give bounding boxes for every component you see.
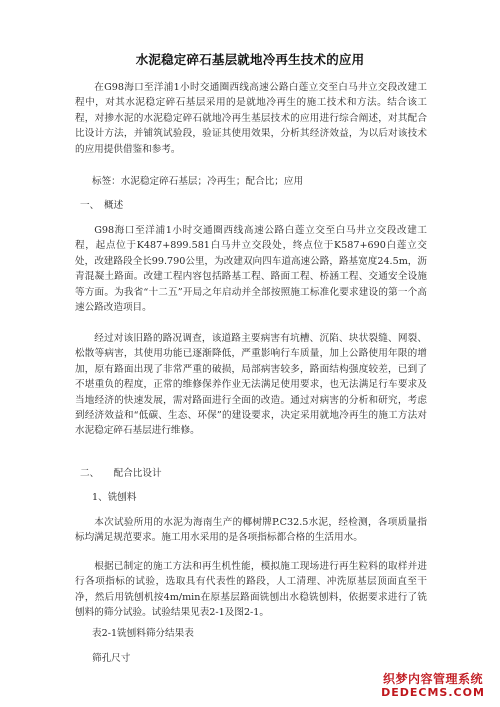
site-watermark — [374, 672, 492, 699]
keywords-line: 标签：水泥稳定碎石基层；冷再生；配合比；应用 — [92, 176, 304, 187]
overview-paragraph-2: 经过对该旧路的路况调查，该道路主要病害有坑槽、沉陷、块状裂缝、网裂、松散等病害，其使用功能已逐渐降低，严重影响行车质量，加上公路使用年限的增加，原有路面出现了非常严重的破损，局部病害较多，路面结构强度较差，已到了不堪重负的程度，正常的维修保养作业无法满足使用要求，也无法满足行车要求及当地经济的快速发展，需对路面进行全面的改造。通过对病害的分析和研究，考虑到经济效益和“低碳、生态、环保”的建设要求，决定采用就地冷再生的施工方法对水泥稳定碎石基层进行维修。 — [75, 333, 427, 437]
table-header-sieve-size: 筛孔尺寸 — [92, 653, 131, 664]
section-heading-overview: 一、 概述 — [80, 200, 124, 211]
milling-paragraph-2: 根据已制定的施工方法和再生机性能，模拟施工现场进行再生粒料的取样并进行各项指标的试验，选取具有代表性的路段，人工清理、冲洗原基层顶面直至干净，然后用铣刨机按4m/min在原基层路面铣刨出水稳铣刨料，依据要求进行了铣刨料的筛分试验。试验结果见表2-1及图2-1。 — [75, 561, 427, 619]
watermark-domain: DEDECMS.COM — [381, 686, 485, 699]
table-caption: 表2-1铣刨料筛分结果表 — [92, 628, 194, 639]
section-heading-mix-design: 二、 配合比设计 — [80, 468, 162, 479]
overview-paragraph-1: G98海口至洋浦1小时交通圈西线高速公路白莲立交至白马井立交段改建工程，起点位于K487+899.581白马井立交段处，终点位于K587+690白莲立交处，改建路段全长99.790公里，为改建双向四车道高速公路，路基宽度24.5m，沥青混凝土路面。改建工程内容包括路基工程、路面工程、桥涵工程、交通安全设施等方面。为我省“十二五”开局之年启动并全部按照施工标准化要求建设的第一个高速公路改造项目。 — [75, 225, 427, 314]
milling-paragraph-1: 本次试验所用的水泥为海南生产的椰树牌P.C32.5水泥，经检测，各项质量指标均满足规范要求。施工用水采用的是各项指标都合格的生活用水。 — [75, 517, 427, 544]
subsection-heading-milling: 1、铣刨料 — [92, 492, 137, 503]
abstract-paragraph: 在G98海口至洋浦1小时交通圈西线高速公路白莲立交至白马井立交段改建工程中，对其水泥稳定碎石基层采用的是就地冷再生的施工技术和方法。结合该工程，对掺水泥的水泥稳定碎石就地冷再生基层技术的应用进行综合阐述，对其配合比设计方法，并铺筑试验段，验证其使用效果，分析其经济效益，为以后对该技术的应用提供借鉴和参考。 — [75, 82, 427, 155]
watermark-title: 织梦内容管理系统 — [382, 672, 483, 686]
page-title: 水泥稳定碎石基层就地冷再生技术的应用 — [135, 52, 365, 67]
